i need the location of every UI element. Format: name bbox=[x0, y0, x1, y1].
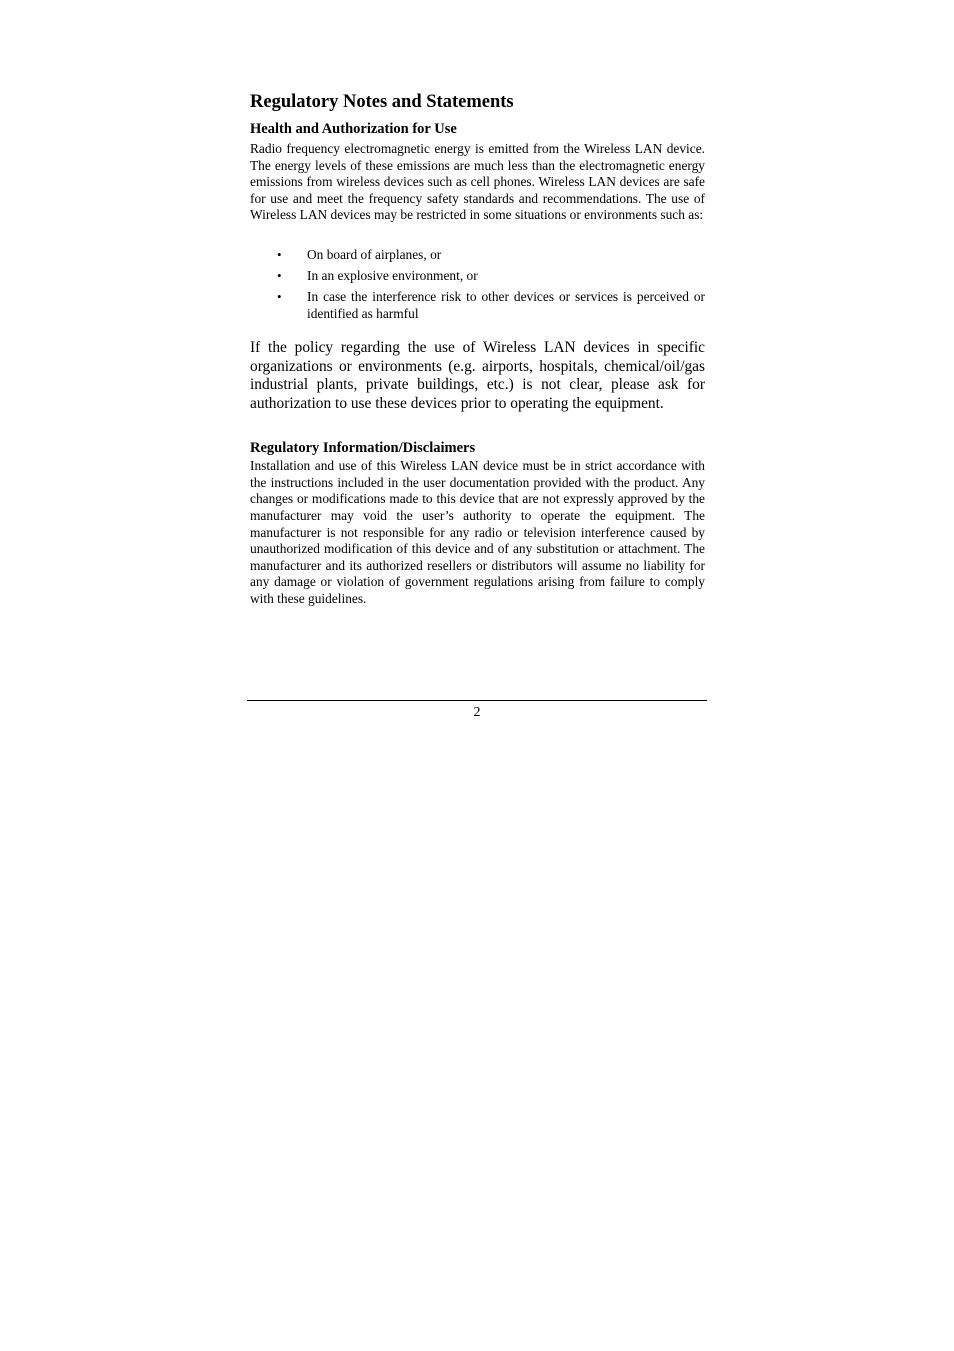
paragraph-health: Radio frequency electromagnetic energy is emitted from the Wireless LAN device. The energy levels of these emissions are much less than the electromagnetic energy emissions from wireless devices such as cell phones. Wireless LAN devices are safe for use and meet the frequency safety standards and recommendations. The use of Wireless LAN devices may be restricted in some situations or environments such as: bbox=[250, 141, 705, 223]
document-page bbox=[250, 90, 705, 607]
list-item-text: In an explosive environment, or bbox=[307, 267, 478, 283]
section-heading-health: Health and Authorization for Use bbox=[250, 121, 457, 137]
page-number: 2 bbox=[473, 705, 481, 720]
footer-divider bbox=[247, 700, 707, 701]
page-title: Regulatory Notes and Statements bbox=[250, 92, 514, 112]
bullet-icon: • bbox=[277, 267, 282, 283]
list-item-text: On board of airplanes, or bbox=[307, 246, 442, 262]
list-item bbox=[250, 247, 705, 264]
list-item-text: In case the interference risk to other devices or services is perceived or identified as harmful bbox=[307, 288, 705, 321]
list-item bbox=[250, 289, 705, 322]
restriction-list bbox=[250, 247, 705, 322]
bullet-icon: • bbox=[277, 288, 282, 304]
paragraph-policy: If the policy regarding the use of Wireless LAN devices in specific organizations or environments (e.g. airports, hospitals, chemical/oil/gas industrial plants, private buildings, etc.) is not clear, please ask for authorization to use these devices prior to operating the equipment. bbox=[250, 339, 705, 412]
section-heading-disclaimers: Regulatory Information/Disclaimers bbox=[250, 440, 476, 457]
list-item bbox=[250, 268, 705, 285]
bullet-icon: • bbox=[277, 246, 282, 262]
paragraph-disclaimers: Installation and use of this Wireless LAN device must be in strict accordance with the instructions included in the user documentation provided with the product. Any changes or modifications made to this device that are not expressly approved by the manufacturer may void the user’s authority to operate the equipment. The manufacturer is not responsible for any radio or television interference caused by unauthorized modification of this device and of any substitution or attachment. The manufacturer and its authorized resellers or distributors will assume no liability for any damage or violation of government regulations arising from failure to comply with these guidelines. bbox=[250, 458, 705, 606]
